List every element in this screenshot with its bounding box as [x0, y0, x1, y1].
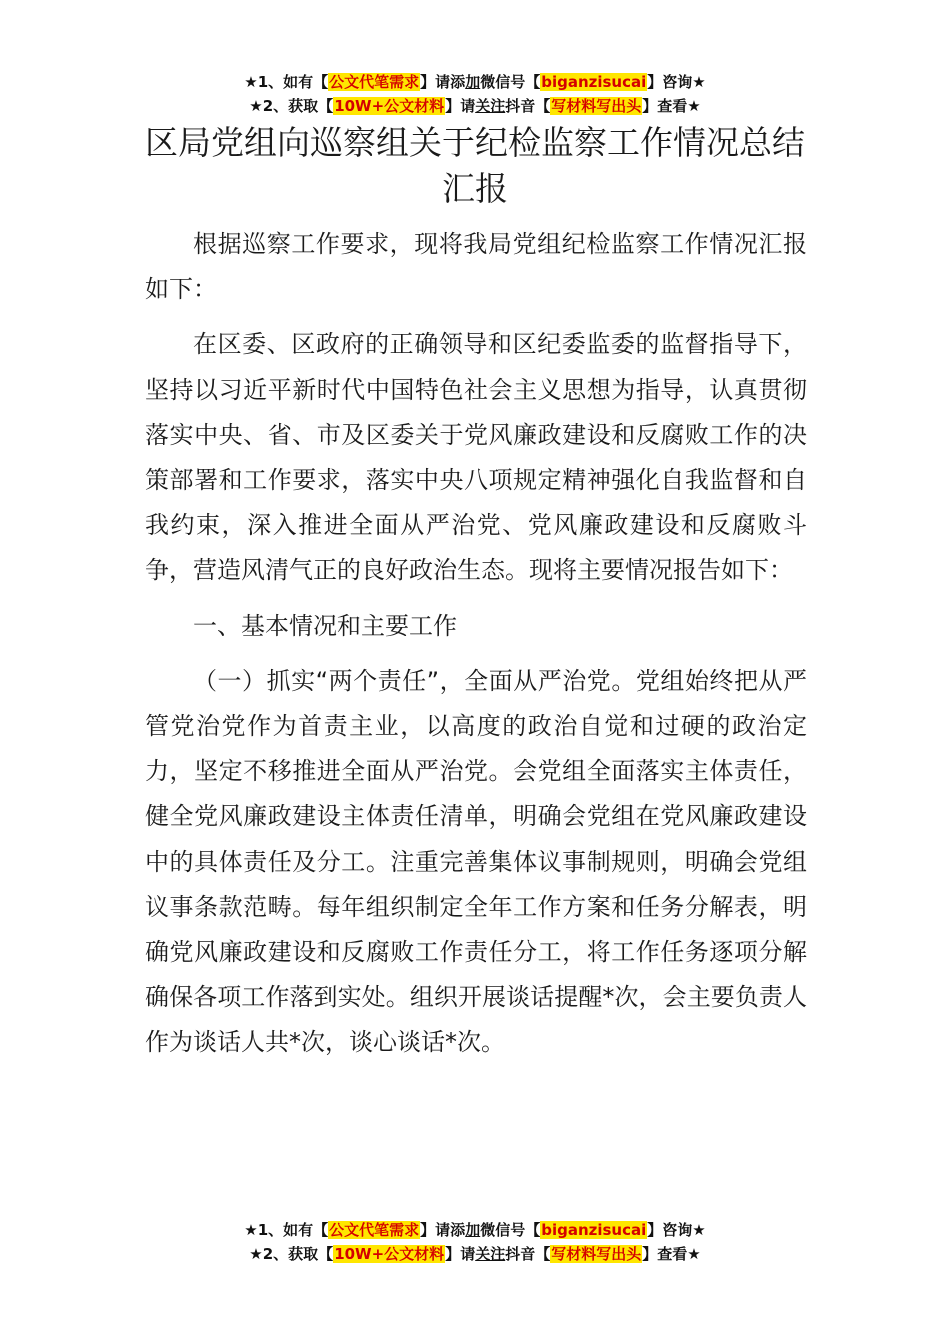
- document-title: 区局党组向巡察组关于纪检监察工作情况总结汇报: [145, 123, 805, 208]
- document-body: [145, 222, 807, 1076]
- banner-line-2: [0, 94, 950, 118]
- banner-highlight: 公文代笔需求: [329, 1221, 420, 1239]
- banner-text: 】查看★: [642, 97, 701, 115]
- banner-underlined: 加: [465, 73, 481, 91]
- banner-underlined: 关注: [475, 1245, 506, 1263]
- star-icon: ★: [249, 97, 263, 115]
- banner-douyin-id: 写材料写出头: [551, 97, 642, 115]
- paragraph-intro: 根据巡察工作要求，现将我局党组纪检监察工作情况汇报如下：: [145, 230, 807, 304]
- banner-text: 抖音【: [505, 1245, 551, 1263]
- banner-text: 微信号【: [480, 1221, 541, 1239]
- banner-text: 1、如有【: [257, 1221, 329, 1239]
- banner-underlined: 加: [465, 1221, 481, 1239]
- banner-text: 1、如有【: [257, 73, 329, 91]
- header-banner: [0, 70, 950, 118]
- banner-text: 】请: [445, 1245, 476, 1263]
- banner-text: 】请: [445, 97, 476, 115]
- banner-text: 】咨询★: [647, 73, 706, 91]
- banner-douyin-id: 写材料写出头: [551, 1245, 642, 1263]
- banner-line-2: [0, 1242, 950, 1266]
- banner-text: 2、获取【: [262, 1245, 334, 1263]
- banner-text: 抖音【: [505, 97, 551, 115]
- banner-wechat-id: biganzisucai: [541, 1221, 647, 1239]
- star-icon: ★: [249, 1245, 263, 1263]
- banner-line-1: [0, 1218, 950, 1242]
- section-heading: 一、基本情况和主要工作: [193, 611, 457, 640]
- banner-underlined: 关注: [475, 97, 506, 115]
- paragraph-responsibility: （一）抓实“两个责任”，全面从严治党。党组始终把从严管党治党作为首责主业，以高度的政治自觉和过硬的政治定力，坚定不移推进全面从严治党。会党组全面落实主体责任，健全党风廉政建设主体责任清单，明确会党组在党风廉政建设中的具体责任及分工。注重完善集体议事制规则，明确会党组议事条款范畴。每年组织制定全年工作方案和任务分解表，明确党风廉政建设和反腐败工作责任分工，将工作任务逐项分解确保各项工作落到实处。组织开展谈话提醒*次，会主要负责人作为谈话人共*次，谈心谈话*次。: [145, 666, 807, 1057]
- banner-text: 】咨询★: [647, 1221, 706, 1239]
- star-icon: ★: [244, 1221, 258, 1239]
- banner-line-1: [0, 70, 950, 94]
- banner-highlight: 公文代笔需求: [329, 73, 420, 91]
- banner-highlight: 10W+公文材料: [334, 97, 445, 115]
- banner-text: 】请添: [420, 73, 466, 91]
- banner-highlight: 10W+公文材料: [334, 1245, 445, 1263]
- banner-text: 微信号【: [480, 73, 541, 91]
- footer-banner: [0, 1218, 950, 1266]
- banner-wechat-id: biganzisucai: [541, 73, 647, 91]
- star-icon: ★: [244, 73, 258, 91]
- banner-text: 】请添: [420, 1221, 466, 1239]
- paragraph-overview: 在区委、区政府的正确领导和区纪委监委的监督指导下，坚持以习近平新时代中国特色社会主义思想为指导，认真贯彻落实中央、省、市及区委关于党风廉政建设和反腐败工作的决策部署和工作要求，落实中央八项规定精神强化自我监督和自我约束，深入推进全面从严治党、党风廉政建设和反腐败斗争，营造风清气正的良好政治生态。现将主要情况报告如下：: [145, 330, 807, 585]
- banner-text: 】查看★: [642, 1245, 701, 1263]
- banner-text: 2、获取【: [262, 97, 334, 115]
